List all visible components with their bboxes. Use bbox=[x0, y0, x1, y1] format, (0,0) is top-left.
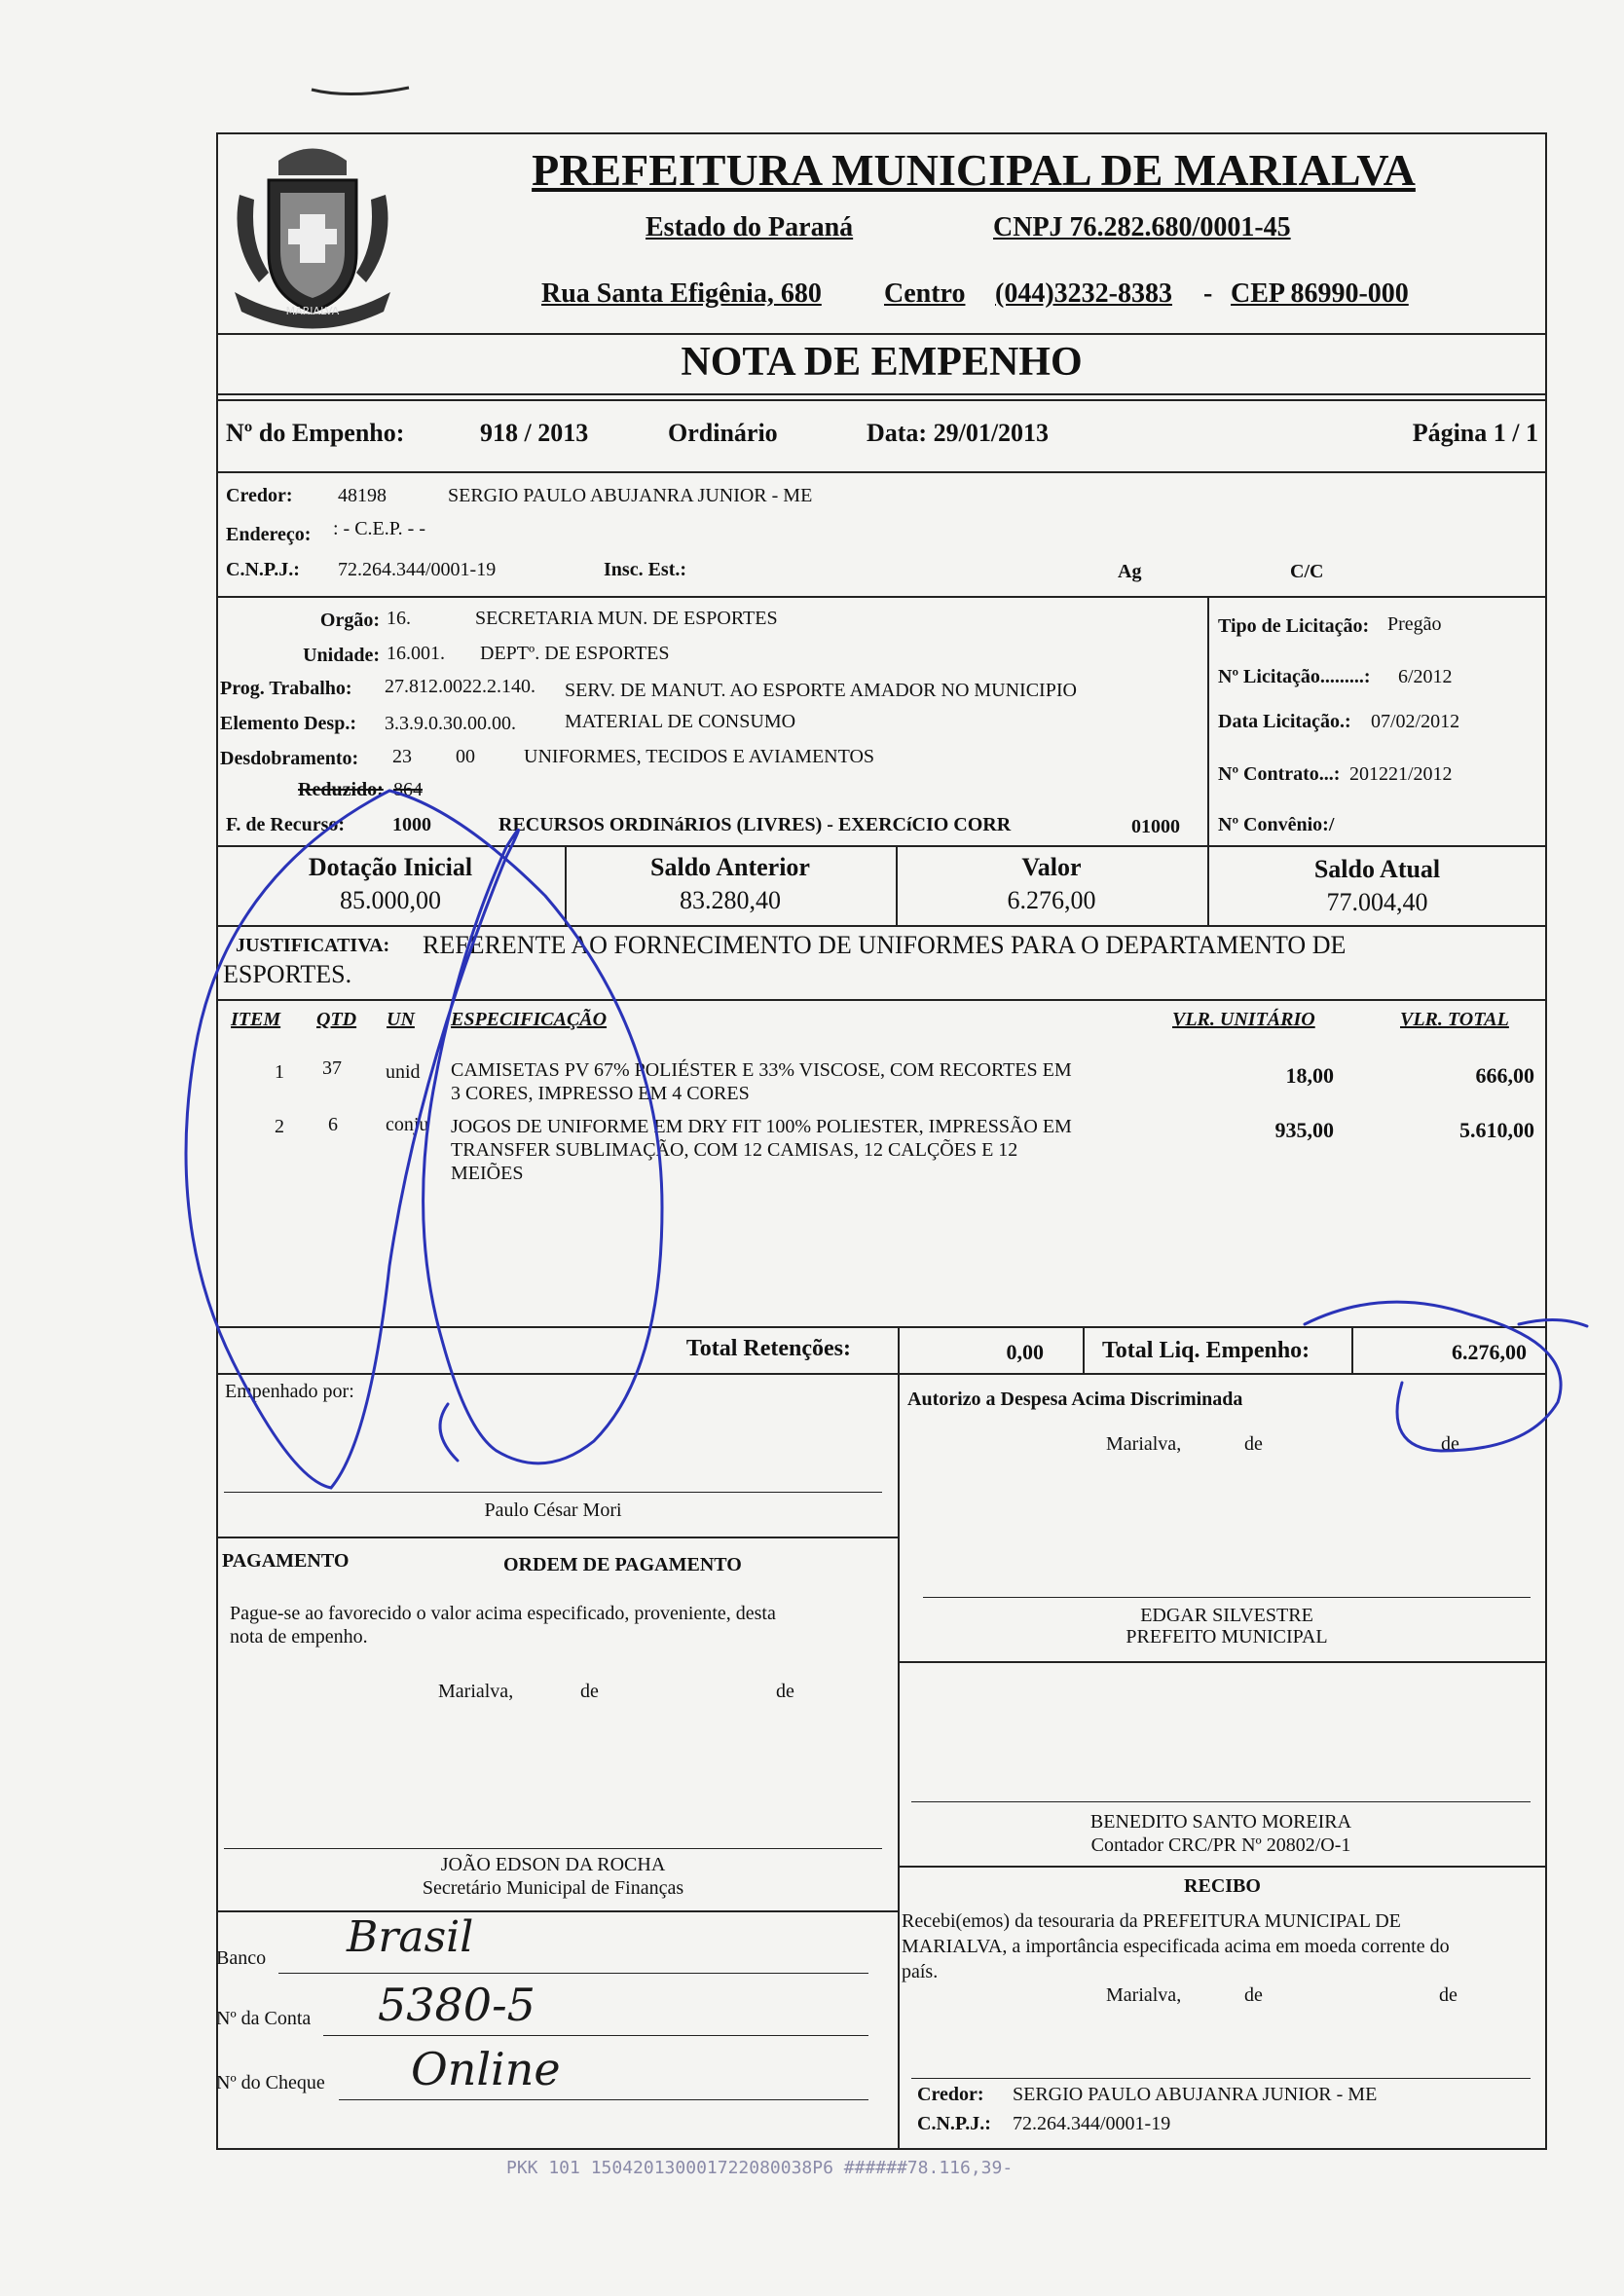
desdobramento-label: Desdobramento: bbox=[220, 748, 359, 769]
contrato-label: Nº Contrato...: bbox=[1218, 763, 1341, 785]
recibo-de1: de bbox=[1244, 1984, 1263, 2006]
col-header-item: ITEM bbox=[231, 1009, 281, 1030]
municipality-title: PREFEITURA MUNICIPAL DE MARIALVA bbox=[532, 145, 1416, 195]
numero-licitacao-label: Nº Licitação.........: bbox=[1218, 666, 1371, 687]
secretario-role: Secretário Municipal de Finanças bbox=[422, 1877, 684, 1899]
dotacao-inicial-label: Dotação Inicial bbox=[308, 853, 473, 881]
cnpj-value: 72.264.344/0001-19 bbox=[338, 559, 497, 580]
recibo-text-line3: país. bbox=[902, 1961, 939, 1982]
empenhado-signer: Paulo César Mori bbox=[484, 1500, 622, 1521]
dotacao-inicial-value: 85.000,00 bbox=[340, 886, 441, 914]
elemento-name: MATERIAL DE CONSUMO bbox=[565, 711, 796, 732]
desdobramento-name: UNIFORMES, TECIDOS E AVIAMENTOS bbox=[524, 746, 875, 767]
col-header-qtd: QTD bbox=[316, 1009, 357, 1030]
recibo-text-line2: MARIALVA, a importância especificada acima em moeda corrente do bbox=[902, 1936, 1450, 1957]
numero-licitacao-value: 6/2012 bbox=[1398, 666, 1453, 687]
cheque-value: Online bbox=[411, 2043, 561, 2095]
total-retencoes-value: 0,00 bbox=[1006, 1340, 1044, 1364]
empenho-number: 918 / 2013 bbox=[480, 419, 589, 447]
elemento-label: Elemento Desp.: bbox=[220, 713, 356, 734]
fonte-recurso-name: RECURSOS ORDINáRIOS (LIVRES) - EXERCíCIO CORR bbox=[498, 814, 1012, 835]
endereco-label: Endereço: bbox=[226, 524, 312, 545]
banco-value: Brasil bbox=[347, 1912, 474, 1962]
cc-label: C/C bbox=[1290, 561, 1324, 582]
justificativa-label: JUSTIFICATIVA: bbox=[236, 935, 390, 956]
col-header-spec: ESPECIFICAÇÃO bbox=[451, 1009, 608, 1030]
pagamento-label: PAGAMENTO bbox=[222, 1550, 350, 1572]
conta-label: Nº da Conta bbox=[216, 2008, 312, 2029]
insc-est-label: Insc. Est.: bbox=[604, 559, 687, 580]
reduzido-label: Reduzido: bbox=[298, 779, 384, 800]
pagamento-text-line1: Pague-se ao favorecido o valor acima especificado, proveniente, desta bbox=[230, 1603, 776, 1624]
row2-item: 2 bbox=[275, 1116, 284, 1137]
header-cep: CEP 86990-000 bbox=[1231, 278, 1409, 309]
desdobramento-sub: 00 bbox=[456, 746, 475, 767]
credor-name: SERGIO PAULO ABUJANRA JUNIOR - ME bbox=[448, 485, 813, 506]
banco-label: Banco bbox=[216, 1947, 267, 1969]
row2-spec-line3: MEIÕES bbox=[451, 1163, 524, 1184]
cnpj-header: CNPJ 76.282.680/0001-45 bbox=[993, 212, 1291, 242]
ag-label: Ag bbox=[1118, 561, 1142, 582]
pagamento-text-line2: nota de empenho. bbox=[230, 1626, 368, 1648]
row2-spec-line1: JOGOS DE UNIFORME EM DRY FIT 100% POLIESTER, IMPRESSÃO EM bbox=[451, 1116, 1072, 1137]
col-header-un: UN bbox=[387, 1009, 415, 1030]
autorizo-de1: de bbox=[1244, 1433, 1263, 1455]
page-number: Página 1 / 1 bbox=[1412, 419, 1538, 447]
credor-code: 48198 bbox=[338, 485, 387, 506]
recibo-de2: de bbox=[1439, 1984, 1458, 2006]
cheque-label: Nº do Cheque bbox=[216, 2072, 325, 2093]
total-liquido-label: Total Liq. Empenho: bbox=[1102, 1338, 1310, 1363]
saldo-atual-label: Saldo Atual bbox=[1313, 855, 1441, 883]
state-name: Estado do Paraná bbox=[646, 212, 854, 242]
autorizo-label: Autorizo a Despesa Acima Discriminada bbox=[907, 1389, 1243, 1410]
tipo-licitacao-value: Pregão bbox=[1387, 613, 1442, 635]
header-separator: - bbox=[1203, 278, 1213, 309]
total-liquido-value: 6.276,00 bbox=[1452, 1340, 1527, 1364]
data-licitacao-label: Data Licitação.: bbox=[1218, 711, 1351, 732]
recibo-text-line1: Recebi(emos) da tesouraria da PREFEITURA MUNICIPAL DE bbox=[902, 1910, 1401, 1932]
fonte-recurso-code: 1000 bbox=[392, 814, 431, 835]
orgao-label: Orgão: bbox=[319, 610, 380, 631]
valor-label: Valor bbox=[1021, 853, 1082, 881]
elemento-code: 3.3.9.0.30.00.00. bbox=[385, 713, 516, 734]
prefeito-name: EDGAR SILVESTRE bbox=[1140, 1605, 1313, 1626]
recibo-place: Marialva, bbox=[1106, 1984, 1182, 2006]
contador-name: BENEDITO SANTO MOREIRA bbox=[1089, 1811, 1352, 1833]
fonte-recurso-extra: 01000 bbox=[1131, 816, 1180, 837]
cnpj-label: C.N.P.J.: bbox=[226, 559, 300, 580]
row1-unit-value: 18,00 bbox=[1285, 1063, 1334, 1088]
convenio-label: Nº Convênio:/ bbox=[1218, 814, 1335, 835]
pagamento-place: Marialva, bbox=[438, 1681, 514, 1702]
row2-spec-line2: TRANSFER SUBLIMAÇÃO, COM 12 CAMISAS, 12 CALÇÕES E 12 bbox=[451, 1139, 1018, 1161]
recibo-credor-value: SERGIO PAULO ABUJANRA JUNIOR - ME bbox=[1013, 2084, 1378, 2105]
saldo-anterior-value: 83.280,40 bbox=[680, 886, 781, 914]
row2-un: conju bbox=[386, 1114, 429, 1135]
recibo-cnpj-label: C.N.P.J.: bbox=[917, 2113, 991, 2134]
col-header-unit-value: VLR. UNITÁRIO bbox=[1172, 1009, 1315, 1030]
autorizo-de2: de bbox=[1441, 1433, 1459, 1455]
municipal-crest-icon bbox=[220, 136, 405, 331]
total-retencoes-label: Total Retenções: bbox=[685, 1336, 851, 1361]
tipo-licitacao-label: Tipo de Licitação: bbox=[1218, 615, 1370, 637]
justificativa-line2: ESPORTES. bbox=[223, 960, 352, 988]
empenho-date: Data: 29/01/2013 bbox=[867, 419, 1050, 447]
recibo-cnpj-value: 72.264.344/0001-19 bbox=[1013, 2113, 1171, 2134]
empenhado-por-label: Empenhado por: bbox=[225, 1381, 354, 1402]
header-phone: (044)3232-8383 bbox=[995, 278, 1172, 309]
document-title: NOTA DE EMPENHO bbox=[681, 340, 1083, 385]
empenho-label: Nº do Empenho: bbox=[226, 419, 405, 447]
unidade-code: 16.001. bbox=[387, 643, 445, 664]
prog-trabalho-label: Prog. Trabalho: bbox=[220, 678, 352, 699]
recibo-credor-label: Credor: bbox=[917, 2084, 984, 2105]
desdobramento-code: 23 bbox=[392, 746, 412, 767]
row1-item: 1 bbox=[275, 1061, 284, 1083]
orgao-code: 16. bbox=[387, 608, 411, 629]
row2-total-value: 5.610,00 bbox=[1459, 1118, 1534, 1142]
fonte-recurso-label: F. de Recurso: bbox=[226, 814, 346, 835]
row2-qtd: 6 bbox=[328, 1114, 338, 1135]
crest-ribbon-text: MARIALVA bbox=[285, 305, 340, 317]
row2-unit-value: 935,00 bbox=[1274, 1118, 1334, 1142]
credor-label: Credor: bbox=[226, 485, 293, 506]
pagamento-de2: de bbox=[776, 1681, 794, 1702]
row1-total-value: 666,00 bbox=[1475, 1063, 1534, 1088]
saldo-atual-value: 77.004,40 bbox=[1326, 888, 1428, 916]
autorizo-place: Marialva, bbox=[1106, 1433, 1182, 1455]
header-center: Centro bbox=[884, 278, 966, 309]
prog-trabalho-code: 27.812.0022.2.140. bbox=[385, 676, 535, 697]
unidade-name: DEPTº. DE ESPORTES bbox=[480, 643, 670, 664]
endereco-value: : - C.E.P. - - bbox=[333, 518, 425, 539]
secretario-name: JOÃO EDSON DA ROCHA bbox=[440, 1854, 666, 1875]
data-licitacao-value: 07/02/2012 bbox=[1371, 711, 1460, 732]
contador-role: Contador CRC/PR Nº 20802/O-1 bbox=[1090, 1834, 1351, 1856]
col-header-total-value: VLR. TOTAL bbox=[1400, 1009, 1509, 1030]
orgao-name: SECRETARIA MUN. DE ESPORTES bbox=[475, 608, 778, 629]
valor-value: 6.276,00 bbox=[1007, 886, 1096, 914]
reduzido-value: 864 bbox=[393, 779, 423, 800]
justificativa-line1: REFERENTE AO FORNECIMENTO DE UNIFORMES PARA O DEPARTAMENTO DE bbox=[423, 931, 1347, 959]
header-address: Rua Santa Efigênia, 680 bbox=[541, 278, 822, 309]
empenho-type: Ordinário bbox=[668, 419, 778, 447]
row1-spec-line1: CAMISETAS PV 67% POLIÉSTER E 33% VISCOSE, COM RECORTES EM bbox=[451, 1059, 1072, 1081]
prog-trabalho-name: SERV. DE MANUT. AO ESPORTE AMADOR NO MUNICIPIO bbox=[565, 680, 1077, 701]
recibo-label: RECIBO bbox=[1184, 1875, 1261, 1897]
contrato-value: 201221/2012 bbox=[1349, 763, 1453, 785]
pagamento-de1: de bbox=[580, 1681, 599, 1702]
row1-qtd: 37 bbox=[322, 1057, 342, 1079]
prefeito-role: PREFEITO MUNICIPAL bbox=[1126, 1626, 1328, 1648]
conta-value: 5380-5 bbox=[378, 1979, 535, 2031]
footer-stamp: PKK 101 150420130001722080038P6 ######78.116,39- bbox=[506, 2158, 1014, 2178]
saldo-anterior-label: Saldo Anterior bbox=[650, 853, 810, 881]
row1-spec-line2: 3 CORES, IMPRESSO EM 4 CORES bbox=[451, 1083, 750, 1104]
unidade-label: Unidade: bbox=[303, 645, 380, 666]
ordem-pagamento-label: ORDEM DE PAGAMENTO bbox=[503, 1554, 742, 1575]
row1-un: unid bbox=[386, 1061, 421, 1083]
